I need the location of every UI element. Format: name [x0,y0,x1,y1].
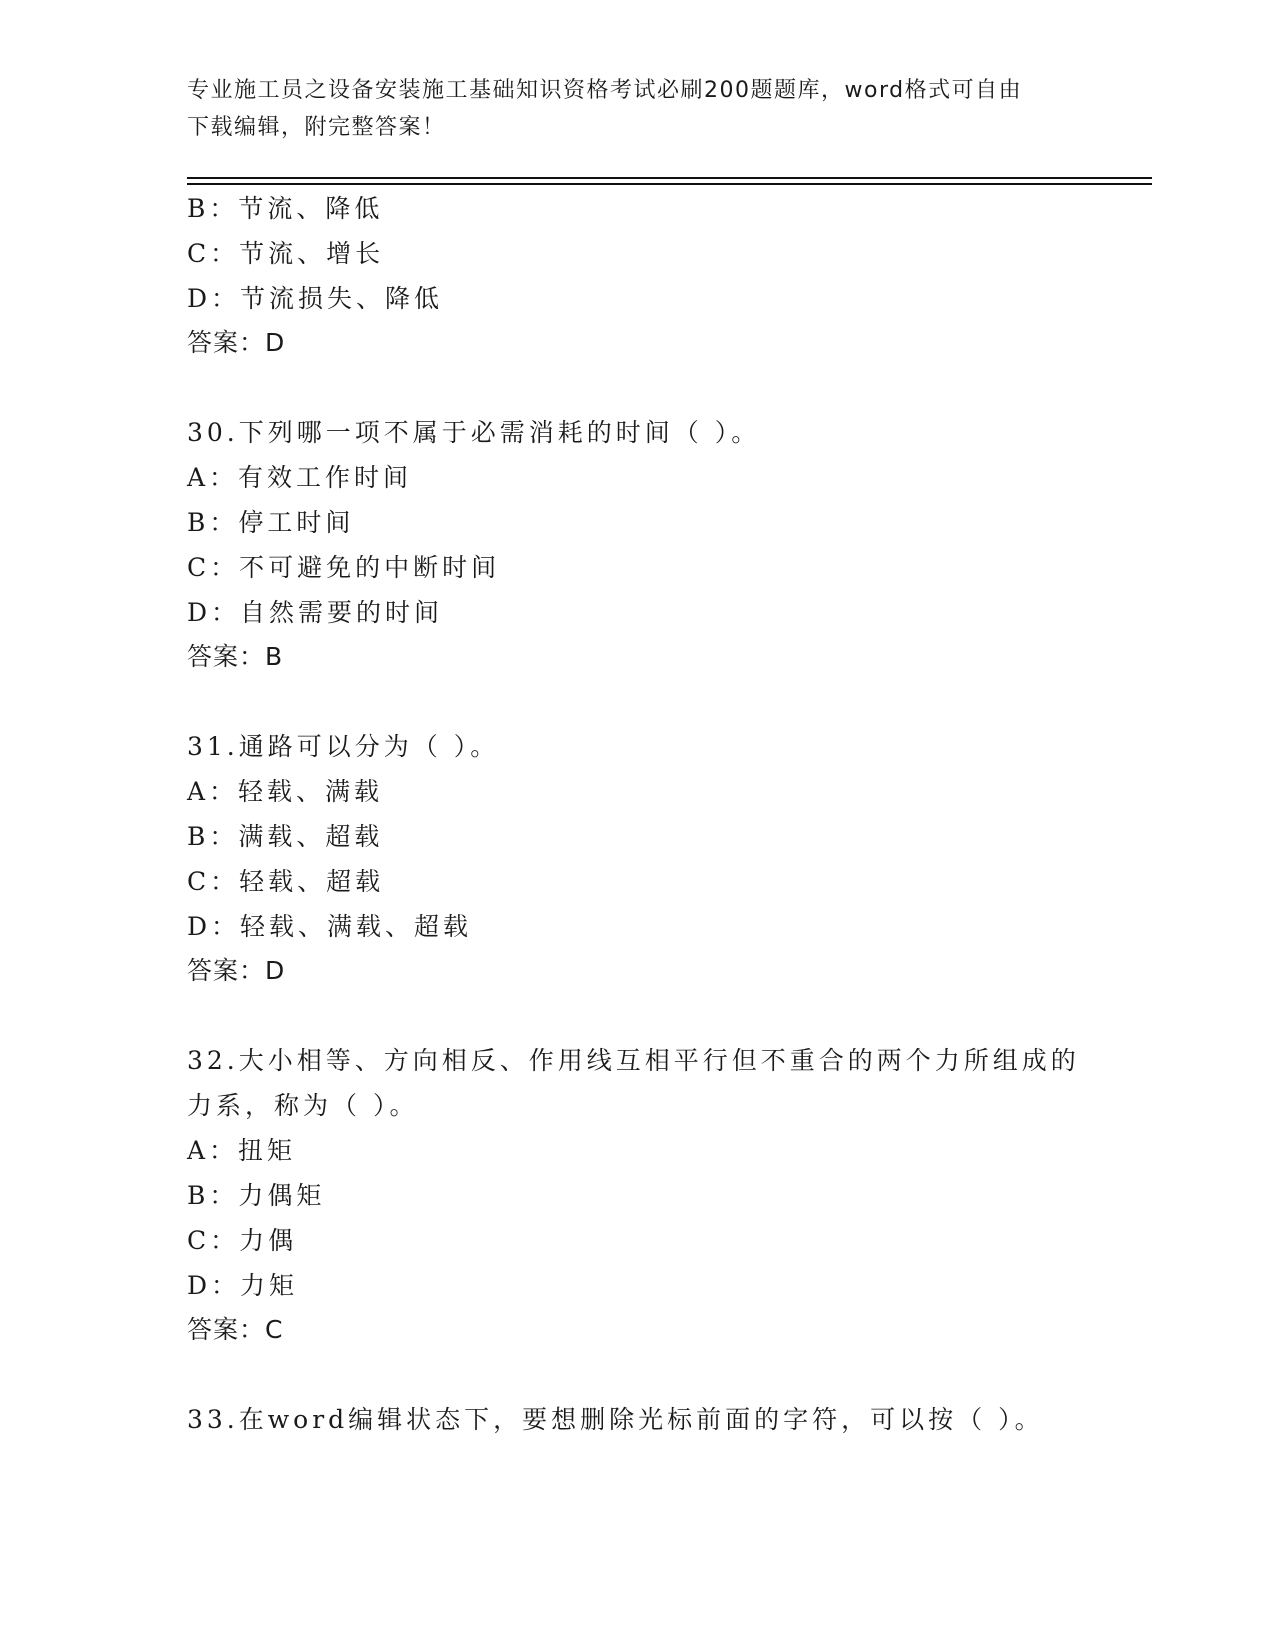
q30-option-a: A：有效工作时间 [187,463,413,492]
q29-option-b: B：节流、降低 [187,194,384,223]
q31-answer: 答案：D [187,956,286,985]
q31-option-b: B：满载、超载 [187,822,384,851]
q29-option-d: D：节流损失、降低 [187,284,444,313]
header-divider-top [187,177,1152,179]
header-title-line2: 下载编辑，附完整答案！ [187,115,446,140]
q32-answer: 答案：C [187,1315,284,1344]
q29-option-c: C：节流、增长 [187,239,385,268]
q31-option-d: D：轻载、满载、超载 [187,912,473,941]
q29-answer: 答案：D [187,328,286,357]
q30-option-c: C：不可避免的中断时间 [187,553,501,582]
header-title-line1: 专业施工员之设备安装施工基础知识资格考试必刷200题题库，word格式可自由 [187,78,1023,103]
q32-option-c: C：力偶 [187,1226,298,1255]
q32-stem-line2: 力系，称为（ ）。 [187,1091,419,1120]
q31-option-a: A：轻载、满载 [187,777,384,806]
q33-stem: 33.在word编辑状态下，要想删除光标前面的字符，可以按（ ）。 [187,1405,1044,1434]
document-header [187,72,1067,146]
q30-answer: 答案：B [187,642,284,671]
q32-option-a: A：扭矩 [187,1136,297,1165]
q31-stem: 31.通路可以分为（ ）。 [187,732,500,761]
header-divider-bottom [187,183,1152,185]
q30-stem: 30.下列哪一项不属于必需消耗的时间（ ）。 [187,418,761,447]
q30-option-b: B：停工时间 [187,508,355,537]
q32-option-b: B：力偶矩 [187,1181,326,1210]
q32-option-d: D：力矩 [187,1271,299,1300]
q31-option-c: C：轻载、超载 [187,867,385,896]
q32-stem-line1: 32.大小相等、方向相反、作用线互相平行但不重合的两个力所组成的 [187,1046,1080,1075]
q30-option-d: D：自然需要的时间 [187,598,444,627]
